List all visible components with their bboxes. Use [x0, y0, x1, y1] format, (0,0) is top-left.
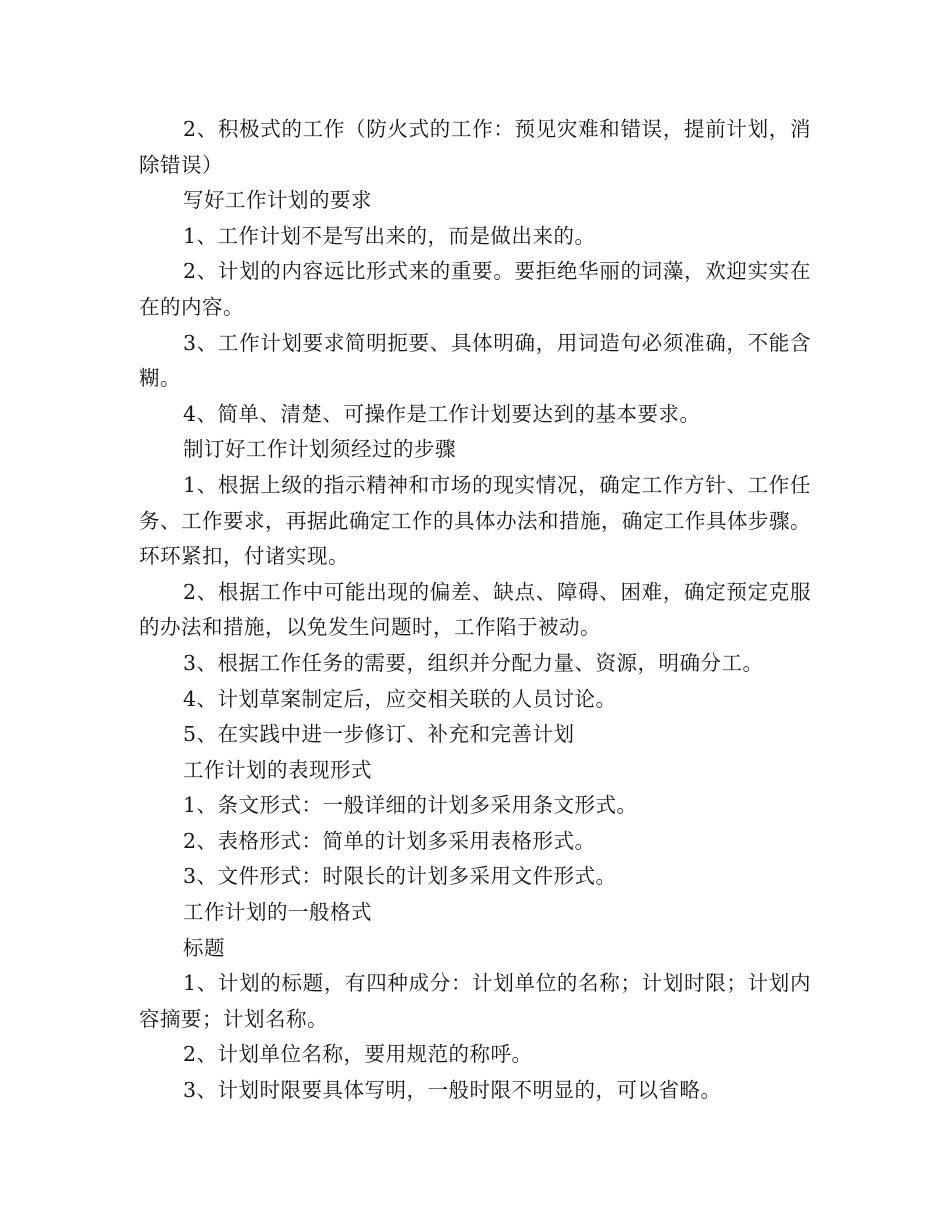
- paragraph-form-3: 3、文件形式：时限长的计划多采用文件形式。: [183, 864, 617, 889]
- paragraph-requirement-1: 1、工作计划不是写出来的，而是做出来的。: [183, 223, 596, 248]
- paragraph-step-1: 1、根据上级的指示精神和市场的现实情况，确定工作方针、工作任务、工作要求，再据此确定工作的具体办法和措施，确定工作具体步骤。环环紧扣，付诸实现。: [139, 472, 811, 569]
- paragraph-step-3: 3、根据工作任务的需要，组织并分配力量、资源，明确分工。: [183, 650, 764, 675]
- paragraph-proactive-work: 2、积极式的工作（防火式的工作：预见灾难和错误，提前计划，消除错误）: [139, 117, 811, 177]
- paragraph-step-2: 2、根据工作中可能出现的偏差、缺点、障碍、困难，确定预定克服的办法和措施，以免发生问题时，工作陷于被动。: [139, 579, 811, 640]
- heading-title: 标题: [183, 935, 225, 960]
- paragraph-title-3: 3、计划时限要具体写明，一般时限不明显的，可以省略。: [183, 1078, 722, 1103]
- heading-plan-format: 工作计划的一般格式: [183, 900, 372, 925]
- paragraph-requirement-2: 2、计划的内容远比形式来的重要。要拒绝华丽的词藻，欢迎实实在在的内容。: [139, 259, 811, 319]
- paragraph-step-4: 4、计划草案制定后，应交相关联的人员讨论。: [183, 686, 617, 711]
- paragraph-requirement-3: 3、工作计划要求简明扼要、具体明确，用词造句必须准确，不能含糊。: [139, 330, 811, 391]
- paragraph-title-2: 2、计划单位名称，要用规范的称呼。: [183, 1042, 533, 1067]
- paragraph-form-1: 1、条文形式：一般详细的计划多采用条文形式。: [183, 793, 638, 818]
- paragraph-title-1: 1、计划的标题，有四种成分：计划单位的名称；计划时限；计划内容摘要；计划名称。: [139, 971, 811, 1031]
- heading-plan-requirements: 写好工作计划的要求: [183, 188, 372, 213]
- document-body: [139, 112, 811, 1109]
- paragraph-form-2: 2、表格形式：简单的计划多采用表格形式。: [183, 828, 596, 853]
- paragraph-step-5: 5、在实践中进一步修订、补充和完善计划: [183, 722, 575, 747]
- heading-plan-steps: 制订好工作计划须经过的步骤: [183, 437, 456, 462]
- heading-plan-forms: 工作计划的表现形式: [183, 757, 372, 782]
- paragraph-requirement-4: 4、简单、清楚、可操作是工作计划要达到的基本要求。: [183, 401, 701, 426]
